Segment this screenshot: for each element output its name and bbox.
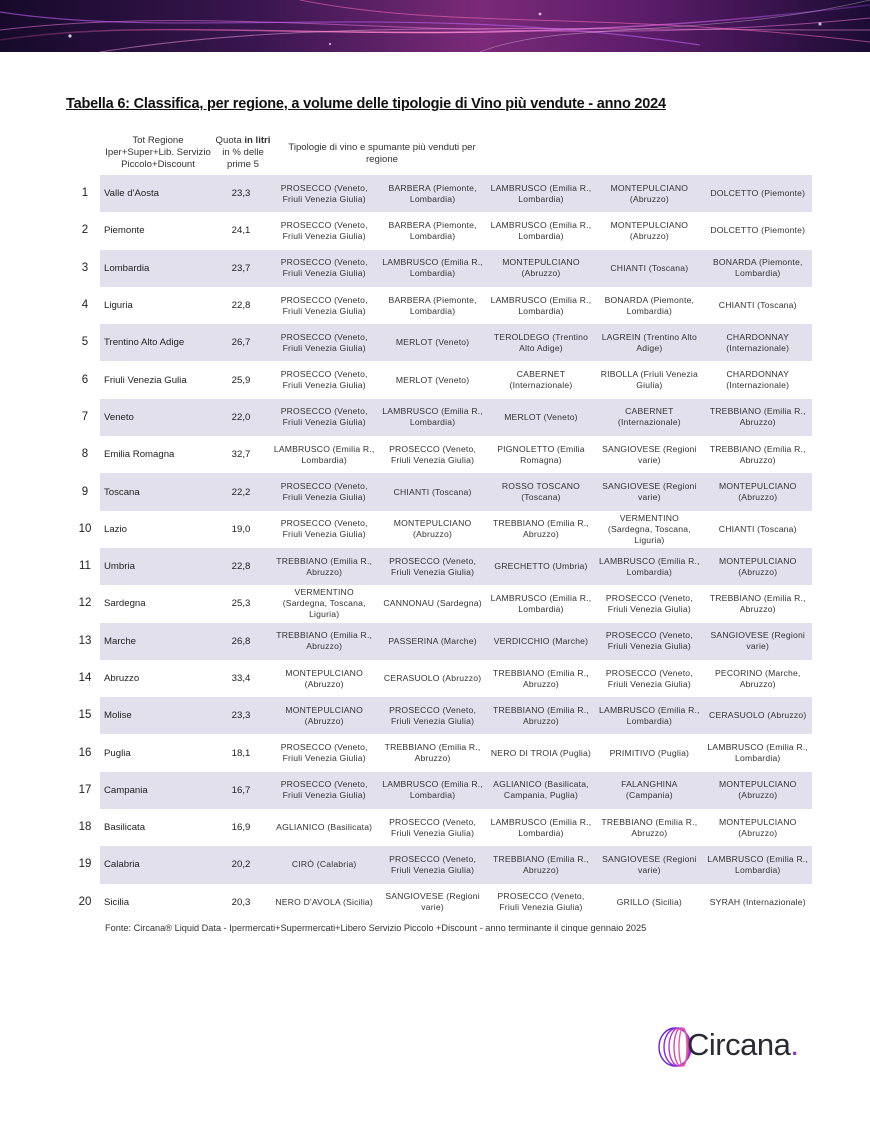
wine-type-cell-4: TREBBIANO (Emilia R., Abruzzo) xyxy=(601,816,698,838)
wine-type-cell-3: AGLIANICO (Basilicata, Campania, Puglia) xyxy=(493,779,589,801)
wine-type-cell-4: PROSECCO (Veneto, Friuli Venezia Giulia) xyxy=(605,630,693,652)
region-cell: Umbria xyxy=(104,561,135,573)
wine-type-cell-5: TREBBIANO (Emilia R., Abruzzo) xyxy=(709,406,806,428)
wine-type-cell-1: PROSECCO (Veneto, Friuli Venezia Giulia) xyxy=(280,481,368,503)
table-row xyxy=(70,287,812,324)
rank-cell: 6 xyxy=(81,373,89,386)
region-cell: Sardegna xyxy=(104,598,146,610)
region-cell: Piemonte xyxy=(104,225,145,237)
wine-type-cell-5: BONARDA (Piemonte, Lombardia) xyxy=(712,257,803,279)
region-cell: Basilicata xyxy=(104,822,146,834)
quota-cell: 16,7 xyxy=(231,784,251,796)
quota-cell: 26,8 xyxy=(231,635,251,647)
rank-cell: 18 xyxy=(78,821,92,834)
wine-type-cell-4: VERMENTINO (Sardegna, Toscana, Liguria) xyxy=(607,512,691,545)
header-quota-line3: prime 5 xyxy=(227,159,259,170)
region-cell: Abruzzo xyxy=(104,673,140,684)
wine-type-cell-3: TREBBIANO (Emilia R., Abruzzo) xyxy=(493,667,589,689)
header-region-line1: Tot Regione xyxy=(132,135,184,146)
wine-type-cell-5: CHIANTI (Toscana) xyxy=(718,523,797,534)
table-row xyxy=(70,250,812,287)
rank-cell: 17 xyxy=(78,783,92,796)
wine-type-cell-1: PROSECCO (Veneto, Friuli Venezia Giulia) xyxy=(280,182,368,204)
wine-type-cell-2: SANGIOVESE (Regioni varie) xyxy=(385,891,480,913)
wine-type-cell-5: DOLCETTO (Piemonte) xyxy=(710,225,806,236)
rank-cell: 9 xyxy=(81,485,89,498)
wine-type-cell-4: GRILLO (Sicilia) xyxy=(616,896,682,907)
wine-type-cell-5: CHARDONNAY (Internazionale) xyxy=(726,369,790,391)
wine-type-cell-4: RIBOLLA (Friuli Venezia Giulia) xyxy=(600,369,698,391)
wine-type-cell-3: LAMBRUSCO (Emilia R., Lombardia) xyxy=(490,182,592,204)
table-row xyxy=(70,884,812,921)
wine-type-cell-3: MERLOT (Veneto) xyxy=(504,411,578,422)
quota-cell: 23,7 xyxy=(231,262,251,274)
header-types-line2: regione xyxy=(365,154,398,165)
wine-type-cell-2: LAMBRUSCO (Emilia R., Lombardia) xyxy=(382,257,483,279)
rank-cell: 20 xyxy=(78,895,92,908)
wine-type-cell-4: CHIANTI (Toscana) xyxy=(610,262,689,273)
wine-type-cell-5: CHARDONNAY (Internazionale) xyxy=(726,331,790,353)
wine-type-cell-1: PROSECCO (Veneto, Friuli Venezia Giulia) xyxy=(280,331,368,353)
wine-type-cell-2: PROSECCO (Veneto, Friuli Venezia Giulia) xyxy=(389,853,477,875)
wine-type-cell-5: CHIANTI (Toscana) xyxy=(718,300,797,311)
wine-type-cell-5: MONTEPULCIANO (Abruzzo) xyxy=(718,779,797,801)
table-row xyxy=(70,473,812,510)
wine-type-cell-5: DOLCETTO (Piemonte) xyxy=(710,188,806,199)
wine-type-cell-2: PROSECCO (Veneto, Friuli Venezia Giulia) xyxy=(389,443,477,465)
wine-type-cell-2: BARBERA (Piemonte, Lombardia) xyxy=(388,219,477,241)
wine-type-cell-4: SANGIOVESE (Regioni varie) xyxy=(602,481,697,503)
wine-type-cell-4: SANGIOVESE (Regioni varie) xyxy=(602,443,697,465)
table-row xyxy=(70,809,812,846)
table-row xyxy=(70,436,812,473)
wine-type-cell-4: LAGREIN (Trentino Alto Adige) xyxy=(601,331,698,353)
wine-type-cell-3: VERDICCHIO (Marche) xyxy=(493,635,589,646)
quota-cell: 22,8 xyxy=(231,300,251,312)
quota-cell: 22,0 xyxy=(231,411,251,423)
wine-type-cell-3: ROSSO TOSCANO (Toscana) xyxy=(501,481,581,503)
quota-cell: 23,3 xyxy=(231,188,251,200)
header-quota-line1 xyxy=(214,135,272,147)
wine-type-cell-1: MONTEPULCIANO (Abruzzo) xyxy=(285,667,363,689)
ranking-table xyxy=(70,175,812,921)
header-quota-line2: in % delle xyxy=(222,147,264,158)
source-note: Fonte: Circana® Liquid Data - Ipermercati+Supermercati+Libero Servizio Piccolo +Discount - anno terminante il cinque gennaio 2025 xyxy=(105,923,647,933)
wine-type-cell-5: MONTEPULCIANO (Abruzzo) xyxy=(718,555,797,577)
wine-type-cell-2: BARBERA (Piemonte, Lombardia) xyxy=(388,294,477,316)
table-row xyxy=(70,175,812,212)
table-row xyxy=(70,548,812,585)
rank-cell: 8 xyxy=(81,448,89,461)
quota-cell: 19,0 xyxy=(231,523,251,535)
rank-cell: 3 xyxy=(81,261,89,274)
rank-cell: 15 xyxy=(78,709,92,722)
table-row xyxy=(70,585,812,622)
region-cell: Sicilia xyxy=(104,896,130,908)
rank-cell: 12 xyxy=(78,597,92,610)
wine-type-cell-5: PECORINO (Marche, Abruzzo) xyxy=(714,667,801,689)
wine-type-cell-2: CHIANTI (Toscana) xyxy=(393,486,472,497)
quota-cell: 18,1 xyxy=(231,747,251,759)
banner-light-streaks xyxy=(0,0,870,52)
wine-type-cell-3: PIGNOLETTO (Emilia Romagna) xyxy=(497,443,585,465)
wine-type-cell-2: BARBERA (Piemonte, Lombardia) xyxy=(388,182,477,204)
wine-type-cell-1: AGLIANICO (Basilicata) xyxy=(276,822,373,833)
table-title: Tabella 6: Classifica, per regione, a volume delle tipologie di Vino più vendute - anno 2024 xyxy=(66,96,666,112)
rank-cell: 13 xyxy=(78,634,92,647)
region-cell: Trentino Alto Adige xyxy=(104,337,185,349)
wine-type-cell-2: PROSECCO (Veneto, Friuli Venezia Giulia) xyxy=(389,704,477,726)
region-cell: Emilia Romagna xyxy=(104,449,175,461)
wine-type-cell-1: PROSECCO (Veneto, Friuli Venezia Giulia) xyxy=(280,257,368,279)
quota-cell: 26,7 xyxy=(231,337,251,349)
rank-cell: 10 xyxy=(78,522,92,535)
wine-type-cell-4: PROSECCO (Veneto, Friuli Venezia Giulia) xyxy=(605,667,693,689)
wine-type-cell-1: CIRÒ (Calabria) xyxy=(291,859,357,870)
quota-cell: 32,7 xyxy=(231,449,251,461)
wine-type-cell-1: PROSECCO (Veneto, Friuli Venezia Giulia) xyxy=(280,779,368,801)
header-quota-prefix: Quota xyxy=(215,135,245,146)
wine-type-cell-5: MONTEPULCIANO (Abruzzo) xyxy=(718,481,797,503)
quota-cell: 22,8 xyxy=(231,561,251,573)
wine-type-cell-2: LAMBRUSCO (Emilia R., Lombardia) xyxy=(382,406,483,428)
quota-cell: 22,2 xyxy=(231,486,251,498)
region-cell: Campania xyxy=(104,784,148,796)
wine-type-cell-1: TREBBIANO (Emilia R., Abruzzo) xyxy=(276,555,373,577)
header-types-line1: Tipologie di vino e spumante più venduti per xyxy=(288,142,476,153)
region-cell: Liguria xyxy=(104,300,133,312)
region-cell: Lombardia xyxy=(104,262,150,274)
wine-type-cell-1: PROSECCO (Veneto, Friuli Venezia Giulia) xyxy=(280,294,368,316)
wine-type-cell-4: BONARDA (Piemonte, Lombardia) xyxy=(604,294,695,316)
table-row xyxy=(70,697,812,734)
rank-cell: 11 xyxy=(79,560,91,573)
rank-cell: 7 xyxy=(81,410,89,423)
table-row xyxy=(70,511,812,548)
wine-type-cell-1: PROSECCO (Veneto, Friuli Venezia Giulia) xyxy=(280,518,368,540)
wine-type-cell-3: LAMBRUSCO (Emilia R., Lombardia) xyxy=(490,294,592,316)
region-cell: Lazio xyxy=(104,523,127,535)
rank-cell: 14 xyxy=(78,672,92,684)
wine-type-cell-4: LAMBRUSCO (Emilia R., Lombardia) xyxy=(599,555,700,577)
wine-type-cell-1: PROSECCO (Veneto, Friuli Venezia Giulia) xyxy=(280,406,368,428)
wine-type-cell-3: PROSECCO (Veneto, Friuli Venezia Giulia) xyxy=(497,891,585,913)
wine-type-cell-4: LAMBRUSCO (Emilia R., Lombardia) xyxy=(599,704,700,726)
quota-cell: 16,9 xyxy=(231,822,251,834)
wine-type-cell-5: LAMBRUSCO (Emilia R., Lombardia) xyxy=(707,742,809,764)
region-cell: Veneto xyxy=(104,411,134,423)
circana-logo-text xyxy=(687,1027,798,1063)
wine-type-cell-2: MERLOT (Veneto) xyxy=(395,337,470,348)
wine-type-cell-1: PROSECCO (Veneto, Friuli Venezia Giulia) xyxy=(280,369,368,391)
wine-type-cell-1: MONTEPULCIANO (Abruzzo) xyxy=(285,704,363,726)
table-row xyxy=(70,361,812,398)
table-row xyxy=(70,772,812,809)
wine-type-cell-5: TREBBIANO (Emilia R., Abruzzo) xyxy=(709,443,806,465)
region-cell: Molise xyxy=(104,710,132,722)
region-cell: Valle d'Aosta xyxy=(104,188,159,200)
wine-type-cell-1: VERMENTINO (Sardegna, Toscana, Liguria) xyxy=(282,587,366,620)
quota-cell: 20,3 xyxy=(231,896,251,908)
wine-type-cell-4: MONTEPULCIANO (Abruzzo) xyxy=(610,182,689,204)
rank-cell: 2 xyxy=(81,224,89,237)
wine-type-cell-3: TEROLDEGO (Trentino Alto Adige) xyxy=(493,331,589,353)
wine-type-cell-1: TREBBIANO (Emilia R., Abruzzo) xyxy=(276,630,373,652)
wine-type-cell-1: NERO D'AVOLA (Sicilia) xyxy=(275,896,373,907)
table-row xyxy=(70,212,812,249)
table-row xyxy=(70,660,812,697)
wine-type-cell-4: PROSECCO (Veneto, Friuli Venezia Giulia) xyxy=(605,592,693,614)
rank-cell: 16 xyxy=(78,746,92,759)
quota-cell: 24,1 xyxy=(231,225,251,237)
header-types xyxy=(282,142,482,166)
wine-type-cell-3: NERO DI TROIA (Puglia) xyxy=(490,747,592,758)
wine-type-cell-3: LAMBRUSCO (Emilia R., Lombardia) xyxy=(490,816,592,838)
wine-type-cell-3: TREBBIANO (Emilia R., Abruzzo) xyxy=(493,518,589,540)
wine-type-cell-2: LAMBRUSCO (Emilia R., Lombardia) xyxy=(382,779,483,801)
wine-type-cell-3: LAMBRUSCO (Emilia R., Lombardia) xyxy=(490,592,592,614)
quota-cell: 25,9 xyxy=(231,374,251,386)
wine-type-cell-1: PROSECCO (Veneto, Friuli Venezia Giulia) xyxy=(280,742,368,764)
table-row xyxy=(70,324,812,361)
wine-type-cell-5: SANGIOVESE (Regioni varie) xyxy=(710,630,806,652)
header-quota xyxy=(214,135,272,171)
wine-type-cell-3: CABERNET (Internazionale) xyxy=(509,369,573,391)
rank-cell: 4 xyxy=(81,299,89,312)
wine-type-cell-3: TREBBIANO (Emilia R., Abruzzo) xyxy=(493,853,589,875)
header-region xyxy=(102,135,214,171)
wine-type-cell-4: CABERNET (Internazionale) xyxy=(617,406,681,428)
wine-type-cell-2: TREBBIANO (Emilia R., Abruzzo) xyxy=(384,742,481,764)
logo-dot: . xyxy=(790,1027,799,1062)
wine-type-cell-2: PROSECCO (Veneto, Friuli Venezia Giulia) xyxy=(389,816,477,838)
wine-type-cell-5: CERASUOLO (Abruzzo) xyxy=(709,710,807,721)
region-cell: Puglia xyxy=(104,747,131,759)
table-row xyxy=(70,846,812,883)
wine-type-cell-3: LAMBRUSCO (Emilia R., Lombardia) xyxy=(490,219,592,241)
wine-type-cell-2: CERASUOLO (Abruzzo) xyxy=(383,673,482,683)
wine-type-cell-2: CANNONAU (Sardegna) xyxy=(383,598,482,609)
wine-type-cell-5: SYRAH (Internazionale) xyxy=(709,896,806,907)
header-region-line3: Piccolo+Discount xyxy=(121,159,195,170)
region-cell: Calabria xyxy=(104,859,140,871)
quota-cell: 23,3 xyxy=(231,710,251,722)
rank-cell: 5 xyxy=(81,336,89,349)
wine-type-cell-4: FALANGHINA (Campania) xyxy=(621,779,678,801)
quota-cell: 25,3 xyxy=(231,598,251,610)
wine-type-cell-1: LAMBRUSCO (Emilia R., Lombardia) xyxy=(273,443,375,465)
table-row xyxy=(70,623,812,660)
header-banner xyxy=(0,0,870,52)
region-cell: Toscana xyxy=(104,486,140,498)
logo-word: Circana xyxy=(687,1027,791,1062)
wine-type-cell-3: TREBBIANO (Emilia R., Abruzzo) xyxy=(493,704,589,726)
quota-cell: 33,4 xyxy=(231,673,251,684)
wine-type-cell-1: PROSECCO (Veneto, Friuli Venezia Giulia) xyxy=(280,219,368,241)
wine-type-cell-2: MERLOT (Veneto) xyxy=(395,374,470,385)
table-row xyxy=(70,399,812,436)
wine-type-cell-2: MONTEPULCIANO (Abruzzo) xyxy=(393,518,472,540)
wine-type-cell-5: LAMBRUSCO (Emilia R., Lombardia) xyxy=(707,853,809,875)
wine-type-cell-5: TREBBIANO (Emilia R., Abruzzo) xyxy=(709,592,806,614)
wine-type-cell-2: PASSERINA (Marche) xyxy=(388,635,477,646)
header-quota-bold: in litri xyxy=(244,135,271,146)
rank-cell: 19 xyxy=(78,858,92,871)
wine-type-cell-3: GRECHETTO (Umbria) xyxy=(494,561,588,572)
table-row xyxy=(70,734,812,771)
wine-type-cell-5: MONTEPULCIANO (Abruzzo) xyxy=(718,816,797,838)
region-cell: Marche xyxy=(104,635,136,647)
wine-type-cell-4: SANGIOVESE (Regioni varie) xyxy=(602,853,697,875)
header-region-line2: Iper+Super+Lib. Servizio xyxy=(105,147,211,158)
region-cell: Friuli Venezia Gulia xyxy=(104,374,187,386)
rank-cell: 1 xyxy=(81,187,89,200)
wine-type-cell-4: MONTEPULCIANO (Abruzzo) xyxy=(610,219,689,241)
wine-type-cell-2: PROSECCO (Veneto, Friuli Venezia Giulia) xyxy=(389,555,477,577)
wine-type-cell-4: PRIMITIVO (Puglia) xyxy=(609,747,690,758)
wine-type-cell-3: MONTEPULCIANO (Abruzzo) xyxy=(502,257,580,279)
quota-cell: 20,2 xyxy=(231,859,251,871)
